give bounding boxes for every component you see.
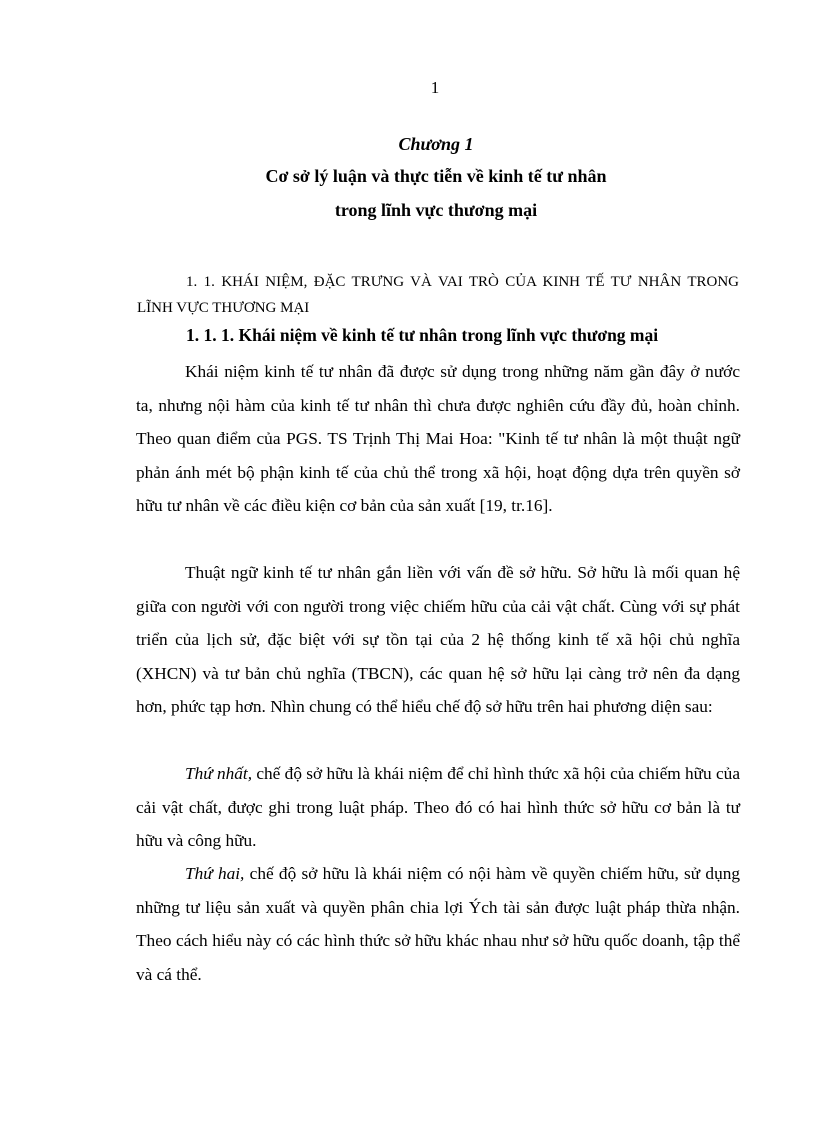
paragraph-4-lead: Thứ hai, [185,864,245,883]
paragraph-3-body: chế độ sở hữu là khái niệm để chỉ hình thức xã hội của chiếm hữu của cải vật chất, được ghi trong luật pháp. Theo đó có hai hình thức sở hữu cơ bản là tư hữu và công hữu. [136,764,740,850]
subsection-heading: 1. 1. 1. Khái niệm về kinh tế tư nhân trong lĩnh vực thương mại [186,325,659,345]
paragraph-3 [136,757,740,858]
paragraph-2: Thuật ngữ kinh tế tư nhân gắn liền với vấn đề sở hữu. Sở hữu là mối quan hệ giữa con người với con người trong việc chiếm hữu của cải vật chất. Cùng với sự phát triển của lịch sử, đặc biệt với sự tồn tại của 2 hệ thống kinh tế xã hội chủ nghĩa (XHCN) và tư bản chủ nghĩa (TBCN), các quan hệ sở hữu lại càng trở nên đa dạng hơn, phức tạp hơn. Nhìn chung có thể hiểu chế độ sở hữu trên hai phương diện sau: [136,563,740,716]
paragraph-4 [136,857,740,991]
section-heading: 1. 1. KHÁI NIỆM, ĐẶC TRƯNG VÀ VAI TRÒ CỦA KINH TẾ TƯ NHÂN TRONG LĨNH VỰC THƯƠNG MẠI [137,274,739,316]
paragraph-4-body: chế độ sở hữu là khái niệm có nội hàm về quyền chiếm hữu, sử dụng những tư liệu sản xuất và quyền phân chia lợi Ých tài sản được luật pháp thừa nhận. Theo cách hiểu này có các hình thức sở hữu khác nhau như sở hữu quốc doanh, tập thể và cá thể. [136,864,740,984]
page-number: 1 [430,78,440,97]
chapter-label: Chương 1 [398,134,474,154]
chapter-title-line-2: trong lĩnh vực thương mại [334,200,538,220]
paragraph-3-lead: Thứ nhất, [185,764,253,783]
paragraph-1: Khái niệm kinh tế tư nhân đã được sử dụng trong những năm gần đây ở nước ta, nhưng nội hàm của kinh tế tư nhân thì chưa được nghiên cứu đầy đủ, hoàn chỉnh. Theo quan điểm của PGS. TS Trịnh Thị Mai Hoa: "Kinh tế tư nhân là một thuật ngữ phản ánh mét bộ phận kinh tế của chủ thể trong xã hội, hoạt động dựa trên quyền sở hữu tư nhân về các điều kiện cơ bản của sản xuất [19, tr.16]. [136,362,740,515]
chapter-title-line-1: Cơ sở lý luận và thực tiễn về kinh tế tư nhân [265,166,607,186]
